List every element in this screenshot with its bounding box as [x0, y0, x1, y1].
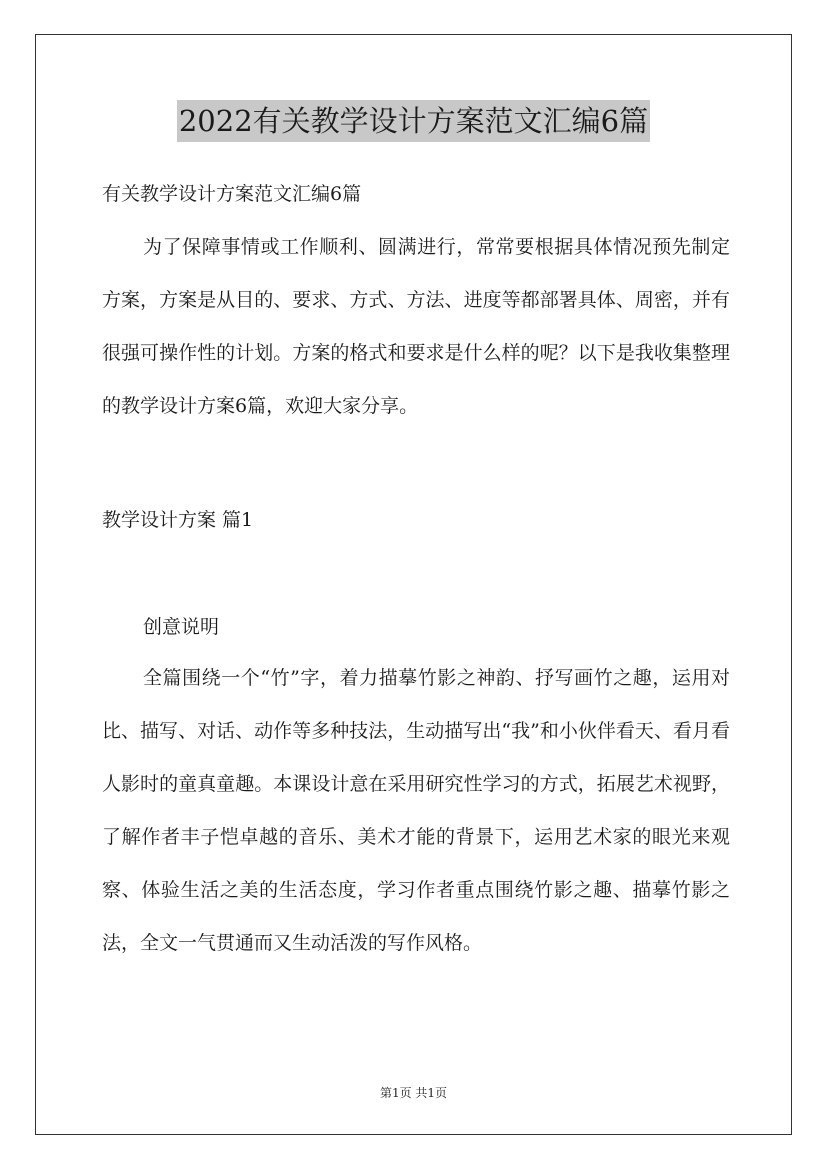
document-subtitle: 有关教学设计方案范文汇编6篇 [102, 183, 362, 205]
intro-paragraph: 为了保障事情或工作顺利、圆满进行，常常要根据具体情况预先制定方案，方案是从目的、要求、方式、方法、进度等都部署具体、周密，并有很强可操作性的计划。方案的格式和要求是什么样的呢？以下是我收集整理的教学设计方案6篇，欢迎大家分享。 [102, 236, 730, 417]
creative-paragraph: 全篇围绕一个“竹”字，着力描摹竹影之神韵、抒写画竹之趣，运用对比、描写、对话、动作等多种技法，生动描写出“我”和小伙伴看天、看月看人影时的童真童趣。本课设计意在采用研究性学习的方式，拓展艺术视野，了解作者丰子恺卓越的音乐、美术才能的背景下，运用艺术家的眼光来观察、体验生活之美的生活态度，学习作者重点围绕竹影之趣、描摹竹影之法，全文一气贯通而又生动活泼的写作风格。 [102, 667, 730, 954]
page-footer: 第1页 共1页 [379, 1086, 448, 1100]
title-container [0, 100, 827, 142]
creative-heading: 创意说明 [143, 616, 220, 638]
section-heading: 教学设计方案 篇1 [102, 509, 254, 531]
document-title: 2022有关教学设计方案范文汇编6篇 [177, 100, 650, 142]
